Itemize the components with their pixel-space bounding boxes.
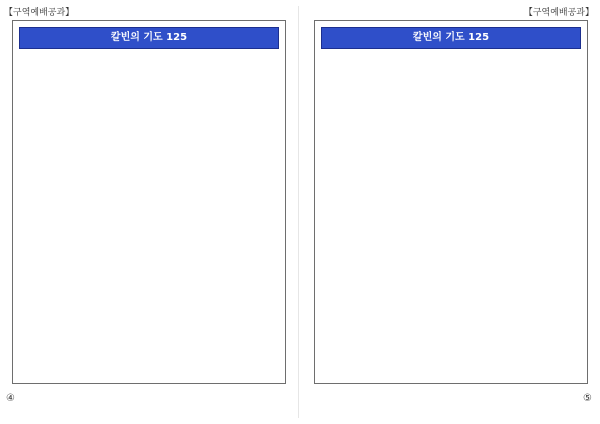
title-banner: 칼빈의 기도 125 <box>321 27 581 49</box>
text-frame <box>12 20 286 384</box>
page-gutter <box>298 6 299 418</box>
page-number: ④ <box>6 393 15 404</box>
section-label: 【구역예배공과】 <box>523 8 594 18</box>
title-banner: 칼빈의 기도 125 <box>19 27 279 49</box>
text-frame <box>314 20 588 384</box>
right-page <box>300 0 600 424</box>
page-number: ⑤ <box>583 393 592 404</box>
section-label: 【구역예배공과】 <box>4 8 75 18</box>
page-body <box>21 55 275 373</box>
page-header <box>520 5 594 18</box>
page-body <box>323 55 577 373</box>
